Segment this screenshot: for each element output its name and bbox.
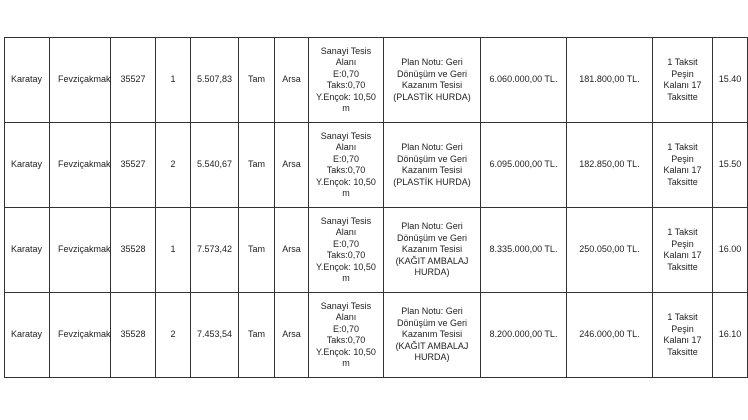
zoning-cell [309,123,384,208]
note-line: Dönüşüm ve Geri [396,68,467,79]
note-line: Dönüşüm ve Geri [396,153,467,164]
zoning-line: E:0,70 [332,238,359,249]
block-cell: 35528 [111,293,156,378]
payment-line: Taksitte [667,91,698,102]
area-cell: 7.453,54 [191,293,239,378]
zoning-line: m [342,358,350,368]
zoning-line: E:0,70 [332,68,359,79]
zoning-line: E:0,70 [332,323,359,334]
zoning-line: Taks:0,70 [326,250,366,260]
auction-table [4,37,748,378]
payment-terms-cell [653,123,713,208]
share-cell: Tam [239,293,275,378]
zoning-line: Sanayi Tesis [320,300,372,311]
area-cell: 5.507,83 [191,38,239,123]
zoning-line: m [342,103,350,113]
payment-line: Peşin [671,238,694,249]
table-row [5,208,748,293]
note-line: (KAĞIT AMBALAJ [395,340,469,351]
note-line: HURDA) [414,352,450,363]
auction-time-cell: 16.00 [713,208,748,293]
block-cell: 35527 [111,123,156,208]
zoning-line: Alanı [335,312,357,322]
note-line: Plan Notu: Geri [401,57,463,67]
note-line: (PLASTİK HURDA) [393,91,471,102]
payment-terms-cell [653,293,713,378]
district-cell: Karatay [5,123,50,208]
payment-line: Taksitte [667,261,698,272]
note-line: Plan Notu: Geri [401,306,463,317]
auction-time-cell: 15.40 [713,38,748,123]
district-cell: Karatay [5,38,50,123]
zoning-cell [309,208,384,293]
payment-line: Kalanı 17 [663,165,702,175]
neighborhood-cell: Fevziçakmak [50,123,111,208]
zoning-line: Alanı [335,142,357,152]
estimated-price-cell: 6.060.000,00 TL. [481,38,567,123]
payment-line: 1 Taksit [667,227,698,237]
zoning-line: Taks:0,70 [326,335,366,345]
zoning-line: Sanayi Tesis [320,130,372,141]
neighborhood-cell: Fevziçakmak [50,293,111,378]
zoning-line: Taks:0,70 [326,80,366,90]
zoning-cell [309,293,384,378]
auction-time-cell: 15.50 [713,123,748,208]
parcel-cell: 1 [156,208,191,293]
district-cell: Karatay [5,208,50,293]
area-cell: 7.573,42 [191,208,239,293]
payment-line: Peşin [671,68,694,79]
type-cell: Arsa [275,293,309,378]
zoning-line: Taks:0,70 [326,165,366,175]
parcel-cell: 2 [156,293,191,378]
zoning-line: Alanı [335,227,357,237]
share-cell: Tam [239,208,275,293]
plan-note-cell [384,293,481,378]
note-line: Kazanım Tesisi [401,80,463,90]
payment-line: Kalanı 17 [663,250,702,260]
note-line: (KAĞIT AMBALAJ [395,255,469,266]
zoning-line: Alanı [335,57,357,67]
plan-note-cell [384,123,481,208]
block-cell: 35528 [111,208,156,293]
note-line: Dönüşüm ve Geri [396,232,467,243]
type-cell: Arsa [275,38,309,123]
zoning-line: Y.Ençok: 10,50 [316,91,376,102]
table-row [5,293,748,378]
note-line: Kazanım Tesisi [401,329,463,340]
payment-line: 1 Taksit [667,57,698,67]
zoning-cell [309,38,384,123]
type-cell: Arsa [275,208,309,293]
note-line: Dönüşüm ve Geri [396,317,467,328]
zoning-line: Y.Ençok: 10,50 [316,346,376,357]
district-cell: Karatay [5,293,50,378]
share-cell: Tam [239,123,275,208]
share-cell: Tam [239,38,275,123]
payment-line: 1 Taksit [667,142,698,152]
note-line: Kazanım Tesisi [401,165,463,175]
plan-note-cell [384,38,481,123]
table-row [5,123,748,208]
payment-line: Kalanı 17 [663,335,702,345]
zoning-line: m [342,188,350,198]
zoning-line: Sanayi Tesis [320,45,372,56]
payment-terms-cell [653,38,713,123]
area-cell: 5.540,67 [191,123,239,208]
zoning-line: Y.Ençok: 10,50 [316,261,376,272]
payment-line: Taksitte [667,346,698,357]
table-row [5,38,748,123]
payment-line: Taksitte [667,176,698,187]
zoning-line: Sanayi Tesis [320,215,372,226]
deposit-cell: 181.800,00 TL. [567,38,653,123]
neighborhood-cell: Fevziçakmak [50,208,111,293]
payment-terms-cell [653,208,713,293]
payment-line: Kalanı 17 [663,80,702,90]
parcel-cell: 2 [156,123,191,208]
deposit-cell: 182.850,00 TL. [567,123,653,208]
note-line: Plan Notu: Geri [401,221,463,232]
estimated-price-cell: 8.335.000,00 TL. [481,208,567,293]
payment-line: Peşin [671,153,694,164]
neighborhood-cell: Fevziçakmak [50,38,111,123]
block-cell: 35527 [111,38,156,123]
estimated-price-cell: 8.200.000,00 TL. [481,293,567,378]
zoning-line: Y.Ençok: 10,50 [316,176,376,187]
zoning-line: E:0,70 [332,153,359,164]
estimated-price-cell: 6.095.000,00 TL. [481,123,567,208]
note-line: Plan Notu: Geri [401,142,463,152]
plan-note-cell [384,208,481,293]
type-cell: Arsa [275,123,309,208]
deposit-cell: 250.050,00 TL. [567,208,653,293]
payment-line: 1 Taksit [667,312,698,322]
zoning-line: m [342,273,350,283]
parcel-cell: 1 [156,38,191,123]
payment-line: Peşin [671,323,694,334]
note-line: Kazanım Tesisi [401,244,463,255]
note-line: HURDA) [414,267,450,278]
note-line: (PLASTİK HURDA) [393,176,471,187]
auction-time-cell: 16.10 [713,293,748,378]
deposit-cell: 246.000,00 TL. [567,293,653,378]
